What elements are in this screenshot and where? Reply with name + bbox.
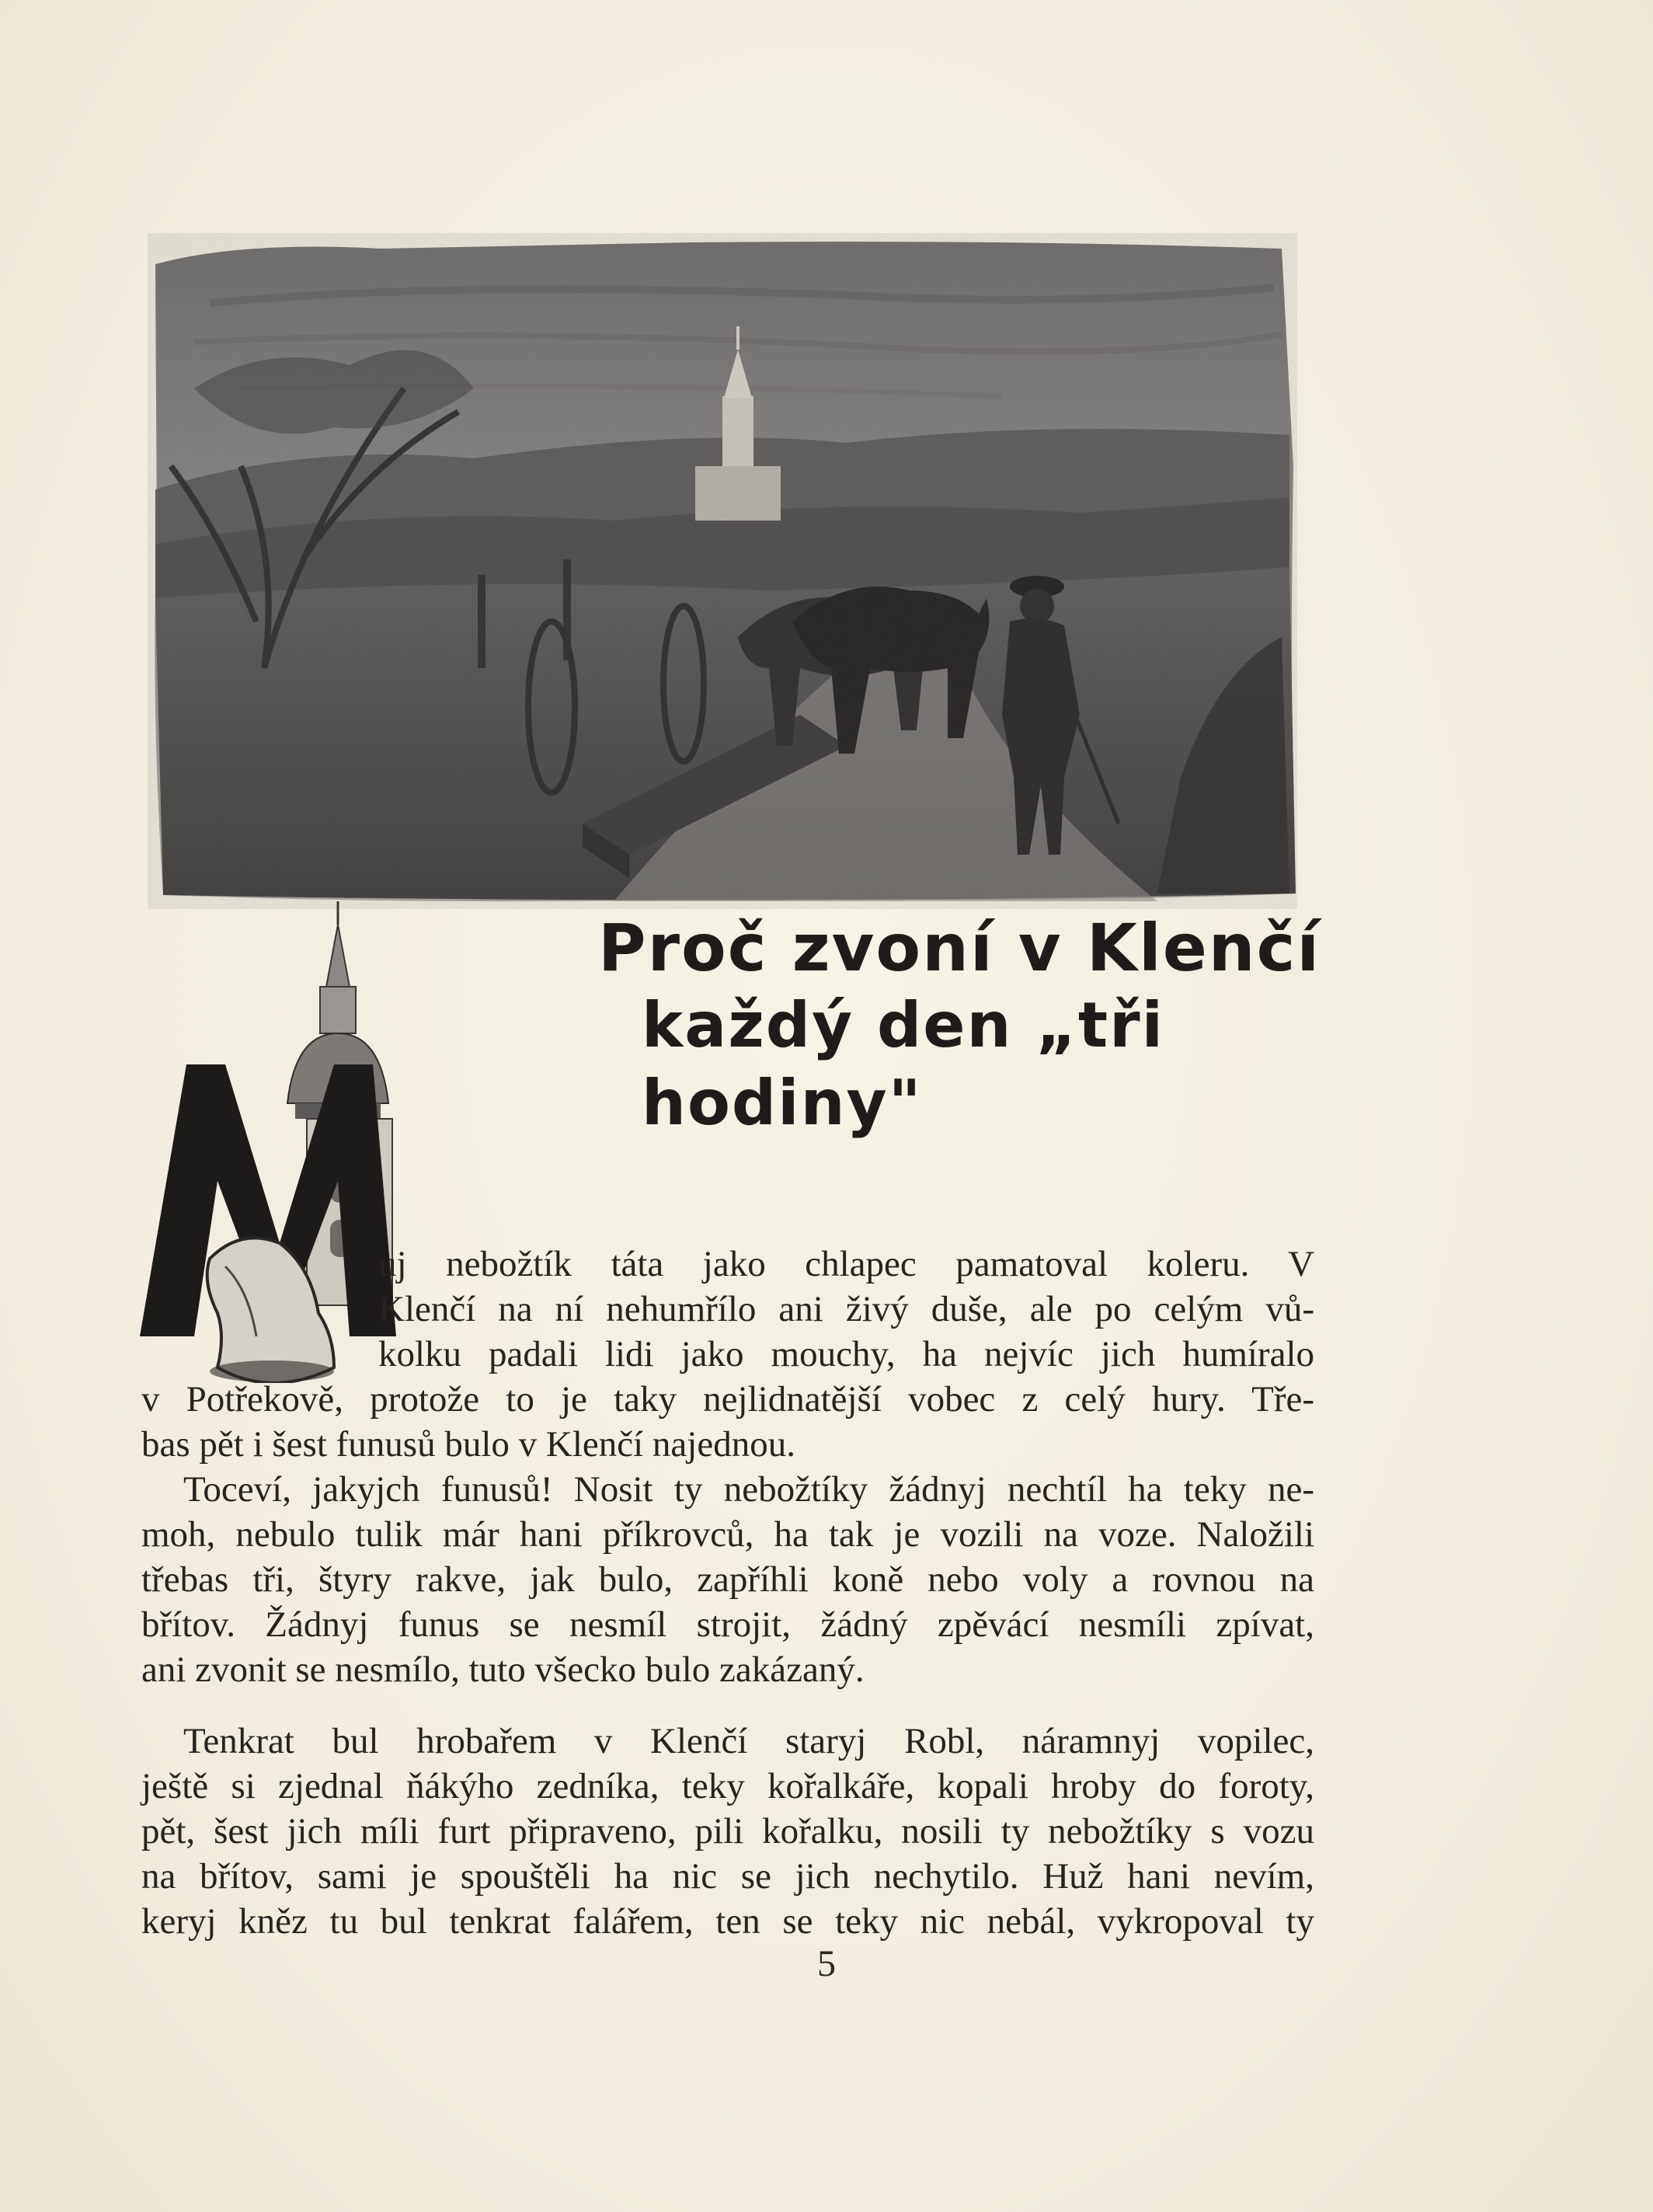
text-line: keryj kněz tu bul tenkrat falářem, ten se teky nic nebál, vykropoval ty	[141, 1901, 1314, 1942]
page-number: 5	[817, 1943, 836, 1984]
chapter-title-line-1: Proč zvoní v Klenčí	[598, 910, 1321, 986]
landscape-drawing	[148, 233, 1297, 909]
text-line: Tenkrat bul hrobařem v Klenčí staryj Robl, náramnyj vopilec,	[183, 1721, 1314, 1761]
text-line: pět, šest jich míli furt připraveno, pili kořalku, nosili ty nebožtíky s vozu	[141, 1811, 1314, 1851]
text-line: kolku padali lidi jako mouchy, ha nejvíc jich humíralo	[378, 1334, 1314, 1374]
text-line: ani zvonit se nesmílo, tuto všecko bulo zakázaný.	[141, 1649, 865, 1690]
text-line: bas pět i šest funusů bulo v Klenčí najednou.	[141, 1424, 795, 1465]
text-line: břítov. Žádnyj funus se nesmíl strojit, žádný zpěvácí nesmíli zpívat,	[141, 1604, 1314, 1645]
chapter-title	[598, 909, 1375, 1142]
text-line: v Potřekově, protože to je taky nejlidnatější vobec z celý hury. Tře-	[141, 1379, 1314, 1420]
paragraph-gap	[141, 1692, 1314, 1719]
text-line: třebas tři, štyry rakve, jak bulo, zapříhli koně nebo voly a rovnou na	[141, 1559, 1314, 1600]
body-text	[141, 1242, 1314, 1944]
text-line: ještě si zjednal ňákýho zedníka, teky kořalkáře, kopali hroby do foroty,	[141, 1766, 1314, 1806]
text-line: na břítov, sami je spouštěli ha nic se jich nechytilo. Huž hani nevím,	[141, 1856, 1314, 1897]
header-illustration	[148, 233, 1297, 909]
text-line: moh, nebulo tulik már hani příkrovců, ha tak je vozili na voze. Naložili	[141, 1514, 1314, 1555]
text-line: uj nebožtík táta jako chlapec pamatoval koleru. V	[378, 1244, 1314, 1284]
chapter-title-line-2: každý den „tři hodiny"	[642, 989, 1165, 1139]
text-line: Klenčí na ní nehumřílo ani živý duše, ale po celým vů-	[378, 1289, 1314, 1329]
text-line: Toceví, jakyjch funusů! Nosit ty nebožtíky žádnyj nechtíl ha teky ne-	[183, 1469, 1314, 1510]
